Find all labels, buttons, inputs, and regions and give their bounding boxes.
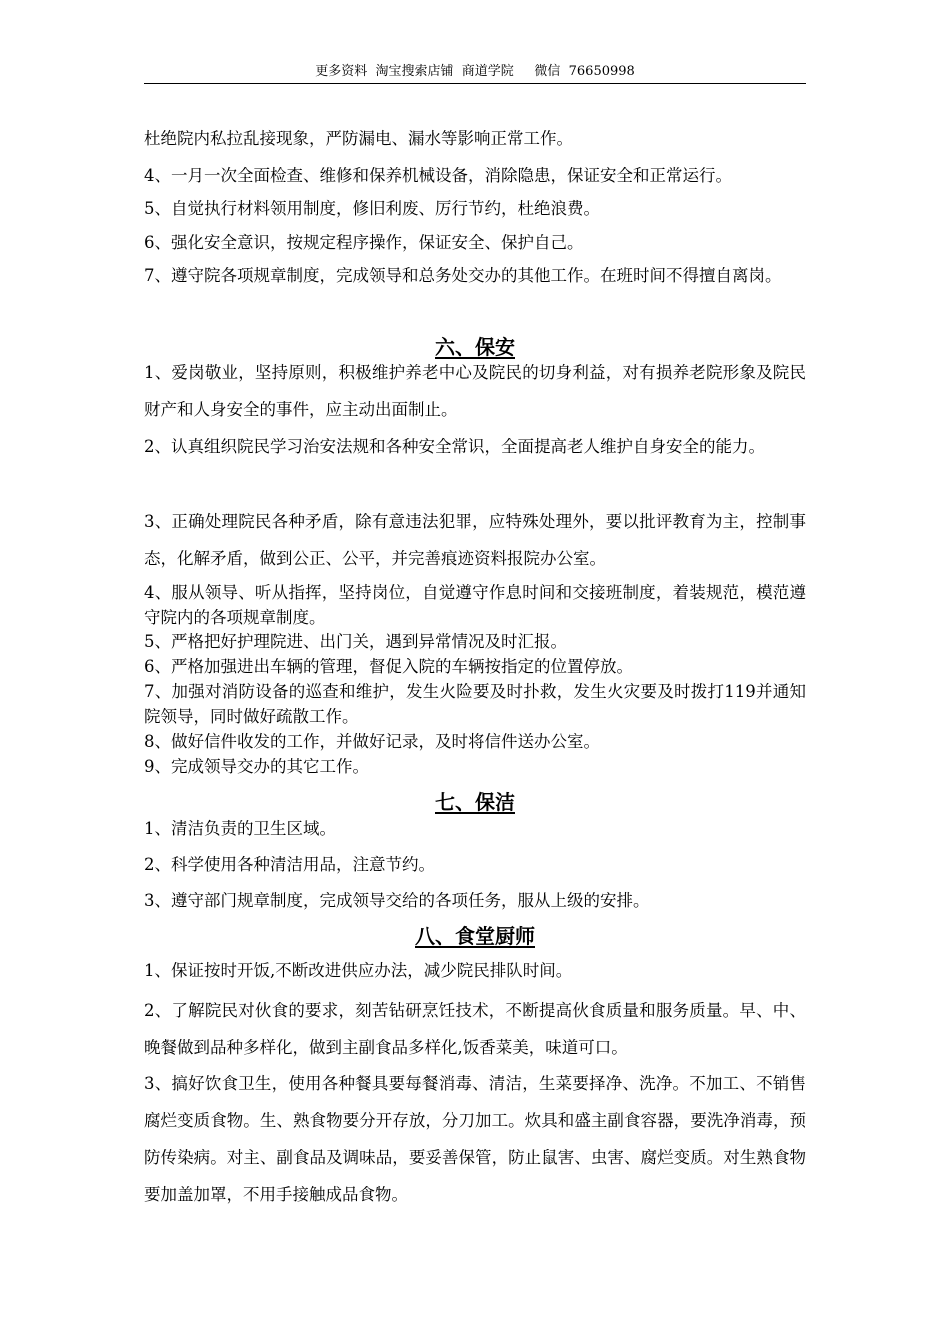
paragraph: 6、严格加强进出车辆的管理，督促入院的车辆按指定的位置停放。 [144, 657, 633, 676]
paragraph: 2、认真组织院民学习治安法规和各种安全常识，全面提高老人维护自身安全的能力。 [144, 437, 765, 456]
paragraph: 5、自觉执行材料领用制度，修旧利废、厉行节约，杜绝浪费。 [144, 199, 600, 218]
paragraph: 3、正确处理院民各种矛盾，除有意违法犯罪，应特殊处理外，要以批评教育为主，控制事态，化解矛盾，做到公正、公平，并完善痕迹资料报院办公室。 [144, 512, 806, 568]
paragraph: 2、了解院民对伙食的要求，刻苦钻研烹饪技术，不断提高伙食质量和服务质量。早、中、晚餐做到品种多样化，做到主副食品多样化,饭香菜美，味道可口。 [144, 1001, 806, 1057]
section-title-security: 六、保安 [435, 335, 515, 359]
paragraph: 4、服从领导、听从指挥，坚持岗位，自觉遵守作息时间和交接班制度，着装规范，模范遵守院内的各项规章制度。 [144, 583, 806, 627]
paragraph: 1、爱岗敬业，坚持原则，积极维护养老中心及院民的切身利益，对有损养老院形象及院民财产和人身安全的事件，应主动出面制止。 [144, 363, 806, 419]
section-title-chef: 八、食堂厨师 [415, 924, 535, 948]
paragraph: 8、做好信件收发的工作，并做好记录，及时将信件送办公室。 [144, 732, 600, 751]
section-title-cleaning: 七、保洁 [435, 790, 515, 814]
paragraph: 7、加强对消防设备的巡查和维护，发生火险要及时扑救，发生火灾要及时拨打119并通知院领导，同时做好疏散工作。 [144, 682, 806, 726]
paragraph: 5、严格把好护理院进、出门关，遇到异常情况及时汇报。 [144, 632, 567, 651]
paragraph: 3、遵守部门规章制度，完成领导交给的各项任务，服从上级的安排。 [144, 891, 650, 910]
header-rule [144, 83, 806, 84]
paragraph: 9、完成领导交办的其它工作。 [144, 757, 369, 776]
paragraph: 杜绝院内私拉乱接现象，严防漏电、漏水等影响正常工作。 [144, 129, 573, 148]
page-header: 更多资料 淘宝搜索店铺 商道学院 微信 76650998 [315, 64, 635, 79]
paragraph: 2、科学使用各种清洁用品，注意节约。 [144, 855, 435, 874]
paragraph: 1、清洁负责的卫生区域。 [144, 819, 336, 838]
paragraph: 6、强化安全意识，按规定程序操作，保证安全、保护自己。 [144, 233, 584, 252]
paragraph: 1、保证按时开饭,不断改进供应办法，减少院民排队时间。 [144, 961, 573, 980]
paragraph: 7、遵守院各项规章制度，完成领导和总务处交办的其他工作。在班时间不得擅自离岗。 [144, 266, 782, 285]
paragraph: 4、一月一次全面检查、维修和保养机械设备，消除隐患，保证安全和正常运行。 [144, 166, 732, 185]
paragraph: 3、搞好饮食卫生，使用各种餐具要每餐消毒、清洁，生菜要择净、洗净。不加工、不销售腐烂变质食物。生、熟食物要分开存放，分刀加工。炊具和盛主副食容器，要洗净消毒，预防传染病。对主、副食品及调味品，要妥善保管，防止鼠害、虫害、腐烂变质。对生熟食物要加盖加罩，不用手接触成品食物。 [144, 1074, 806, 1204]
